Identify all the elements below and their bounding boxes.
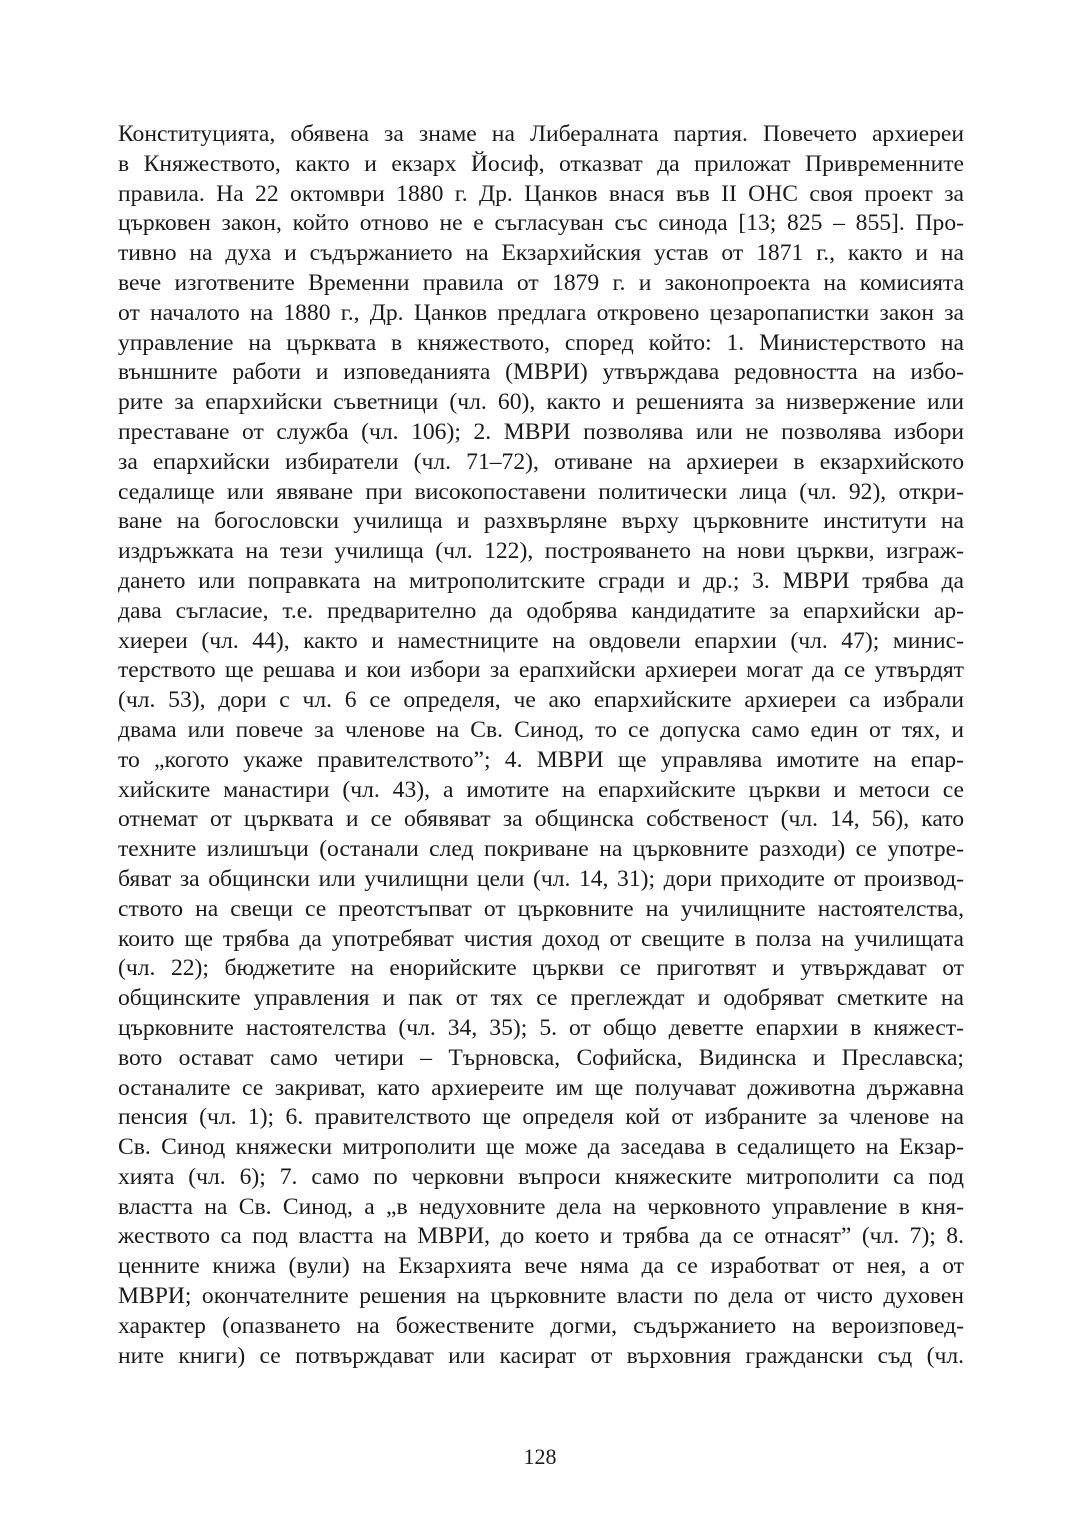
text-line: то „когото укаже правителството”; 4. МВРИ ще управлява имотите на епар- — [118, 746, 964, 773]
text-line: общинските управления и пак от тях се преглеждат и одобряват сметките на — [118, 985, 964, 1012]
text-line: хийските манастири (чл. 43), а имотите на епархийските църкви и метоси се — [118, 776, 964, 803]
body-text — [118, 120, 964, 1371]
text-line: църковните настоятелства (чл. 34, 35); 5. от общо деветте епархии в княжест- — [118, 1014, 964, 1041]
text-line: останалите се закриват, като архиереите им ще получават доживотна държавна — [118, 1074, 964, 1101]
text-line: външните работи и изповеданията (МВРИ) утвърждава редовността на избо- — [118, 359, 964, 386]
text-line: в Княжеството, както и екзарх Йосиф, отказват да приложат Привременните — [118, 150, 964, 177]
text-line: ството на свещи се преотстъпват от църковните на училищните настоятелства, — [118, 895, 964, 922]
text-line: рите за епархийски съветници (чл. 60), както и решенията за низвержение или — [118, 389, 964, 416]
text-line: тивно на духа и съдържанието на Екзархийския устав от 1871 г., както и на — [118, 240, 964, 267]
text-line: жеството са под властта на МВРИ, до което и трябва да се отнасят” (чл. 7); 8. — [118, 1223, 964, 1250]
text-line: вече изготвените Временни правила от 1879 г. и законопроекта на комисията — [118, 269, 964, 296]
text-line: управление на църквата в княжеството, според който: 1. Министерството на — [118, 329, 964, 356]
text-line: за епархийски избиратели (чл. 71–72), отиване на архиереи в екзархийското — [118, 448, 964, 475]
text-line: правила. На 22 октомври 1880 г. Др. Цанков внася във II ОНС своя проект за — [118, 180, 964, 207]
text-line: терството ще решава и кои избори за ерапхийски архиереи могат да се утвърдят — [118, 657, 964, 684]
text-line: (чл. 22); бюджетите на енорийските църкви се приготвят и утвърждават от — [118, 955, 964, 982]
text-line: които ще трябва да употребяват чистия доход от свещите в полза на училищата — [118, 925, 964, 952]
text-line: издръжката на тези училища (чл. 122), построяването на нови църкви, изграж- — [118, 538, 964, 565]
text-line: МВРИ; окончателните решения на църковните власти по дела от чисто духовен — [118, 1283, 964, 1310]
text-line: отнемат от църквата и се обявяват за общинска собственост (чл. 14, 56), като — [118, 806, 964, 833]
text-line: преставане от служба (чл. 106); 2. МВРИ позволява или не позволява избори — [118, 418, 964, 445]
page-number: 128 — [523, 1444, 557, 1469]
text-line: бяват за общински или училищни цели (чл. 14, 31); дори приходите от производ- — [118, 865, 964, 892]
text-line: (чл. 53), дори с чл. 6 се определя, че ако епархийските архиереи са избрали — [118, 687, 964, 714]
text-line: седалище или явяване при високопоставени политически лица (чл. 92), откри- — [118, 478, 964, 505]
text-line: Конституцията, обявена за знаме на Либералната партия. Повечето архиереи — [118, 121, 964, 147]
text-line: от началото на 1880 г., Др. Цанков предлага откровено цезаропапистки закон за — [118, 299, 964, 326]
text-line: ните книги) се потвърждават или касират от върховния граждански съд (чл. — [118, 1342, 964, 1369]
text-line: двама или повече за членове на Св. Синод, то се допуска само един от тях, и — [118, 716, 964, 743]
text-line: вото остават само четири – Търновска, Софийска, Видинска и Преславска; — [118, 1044, 964, 1071]
text-line: властта на Св. Синод, а „в недуховните дела на черковното управление в кня- — [118, 1193, 964, 1220]
text-line: църковен закон, който отново не е съгласуван със синода [13; 825 – 855]. Про- — [118, 210, 964, 237]
text-line: дава съгласие, т.е. предварително да одобрява кандидатите за епархийски ар- — [118, 597, 964, 624]
text-line: ценните книжа (вули) на Екзархията вече няма да се изработват от нея, а от — [118, 1253, 964, 1280]
text-line: хиереи (чл. 44), както и наместниците на овдовели епархии (чл. 47); минис- — [118, 627, 964, 654]
text-line: пенсия (чл. 1); 6. правителството ще определя кой от избраните за членове на — [118, 1104, 964, 1131]
text-line: хията (чл. 6); 7. само по черковни въпроси княжеските митрополити са под — [118, 1163, 964, 1190]
text-line: техните излишъци (останали след покриване на църковните разходи) се употре- — [118, 836, 964, 863]
text-line: дането или поправката на митрополитските сгради и др.; 3. МВРИ трябва да — [118, 567, 964, 594]
text-line: ване на богословски училища и разхвърляне върху църковните институти на — [118, 508, 964, 535]
text-line: Св. Синод княжески митрополити ще може да заседава в седалището на Екзар- — [118, 1134, 964, 1161]
text-line: характер (опазването на божествените догми, съдържанието на вероизповед- — [118, 1312, 964, 1339]
